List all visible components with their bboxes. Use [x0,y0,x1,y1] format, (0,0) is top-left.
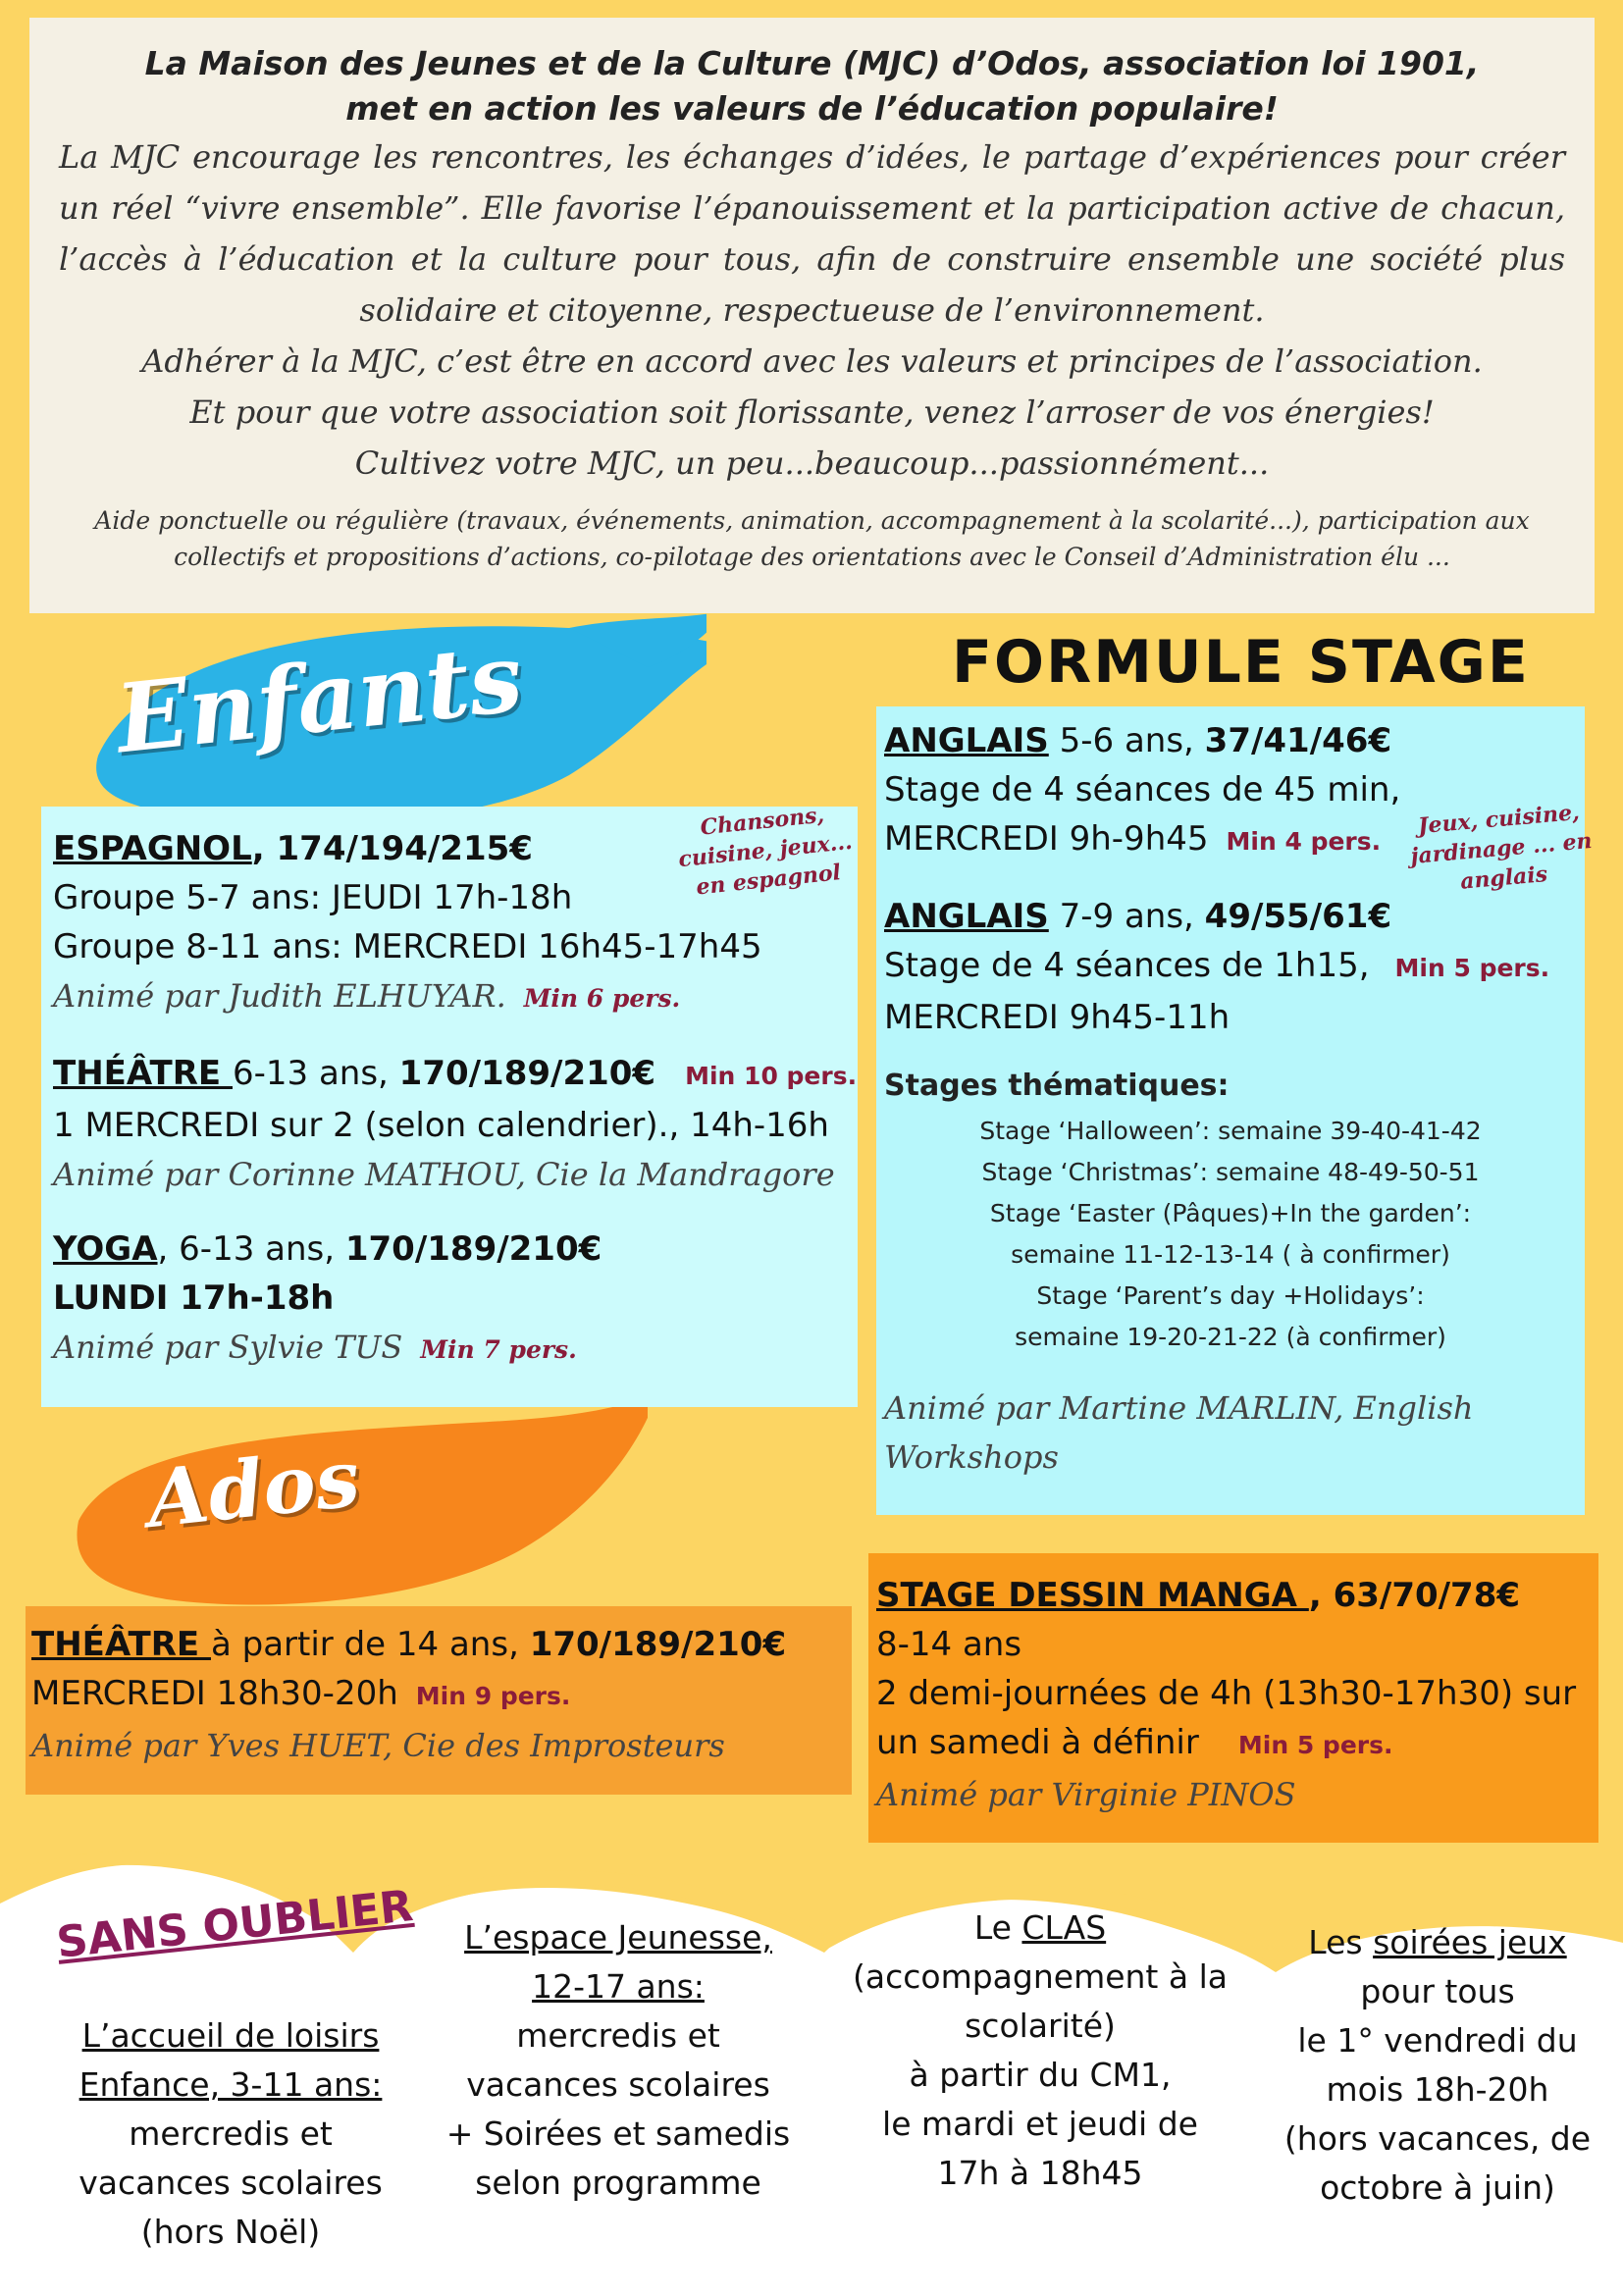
soirees-line5: (hors vacances, de [1283,2119,1592,2158]
soirees-line6: octobre à juin) [1320,2168,1555,2207]
stages-thematiques-title: Stages thématiques: [884,1069,1230,1103]
accueil-line1: L’accueil de loisirs [81,2016,380,2055]
bottom-col-clas [844,1904,1236,2198]
intro-heading-1: La Maison des Jeunes et de la Culture (MJC) d’Odos, association loi 1901, [144,44,1480,82]
anglais2-price: 49/55/61€ [1204,897,1392,936]
stage-thematique-item: Stage ‘Easter (Pâques)+In the garden’: [989,1199,1472,1227]
manga-name: STAGE DESSIN MANGA [876,1576,1309,1615]
espagnol-note: Chansons, cuisine, jeux... en espagnol [677,802,854,901]
clas-line1-ul: CLAS [1021,1908,1107,1947]
soirees-line1-ul: soirées jeux [1373,1923,1567,1961]
anglais2-min: Min 5 pers. [1394,954,1550,982]
theatre-enfants-min: Min 10 pers. [685,1062,858,1090]
theatre-enfants-schedule: 1 MERCREDI sur 2 (selon calendrier)., 14h-16h [53,1106,829,1145]
espagnol-group1: Groupe 5-7 ans: JEUDI 17h-18h [53,878,573,917]
yoga-min: Min 7 pers. [420,1335,577,1364]
intro-paragraph: La MJC encourage les rencontres, les échanges d’idées, le partage d’expériences pour créer un réel “vivre ensemble”. Elle favorise l’épanouissement et la participation active de chacun, l’accès à l’éducation et la culture pour tous, afin de construire ensemble une société plus solidaire et citoyenne, respectueuse de l’environnement. [59,138,1565,329]
yoga-name: YOGA [53,1229,158,1269]
accueil-line5: (hors Noël) [140,2213,321,2251]
anglais-note: Jeux, cuisine, jardinage ... en anglais [1409,799,1594,895]
anglais-animator-2: Workshops [884,1438,1059,1476]
yoga-ages: , 6-13 ans, [157,1229,345,1269]
espagnol-price: , 174/194/215€ [251,829,533,868]
espagnol-name: ESPAGNOL [53,829,252,868]
manga-ages: 8-14 ans [876,1625,1022,1664]
theatre-ados-price: 170/189/210€ [529,1625,787,1664]
clas-line3: scolarité) [965,2007,1116,2045]
clas-line1-pre: Le [973,1908,1022,1947]
clas-line5: le mardi et jeudi de [882,2105,1198,2143]
ados-title: Ados [142,1431,364,1546]
bottom-col-accueil [49,2011,412,2257]
stage-thematique-item: Stage ‘Christmas’: semaine 48-49-50-51 [981,1158,1480,1186]
manga-line1: 2 demi-journées de 4h (13h30-17h30) sur [876,1674,1577,1713]
sans-oublier-title: SANS OUBLIER [54,1881,416,1968]
stage-thematique-item: semaine 11-12-13-14 ( à confirmer) [1011,1240,1450,1269]
manga-animator: Animé par Virginie PINOS [876,1776,1296,1813]
manga-line2: un samedi à définir [876,1723,1199,1762]
intro-box [29,18,1595,613]
jeunesse-line2: 12-17 ans: [532,1967,705,2006]
espagnol-group2: Groupe 8-11 ans: MERCREDI 16h45-17h45 [53,927,762,966]
anglais1-line2: MERCREDI 9h-9h45 [884,819,1209,859]
anglais1-price: 37/41/46€ [1204,721,1392,760]
theatre-ados-animator: Animé par Yves HUET, Cie des Improsteurs [31,1727,725,1764]
anglais1-name: ANGLAIS [884,721,1049,760]
theatre-ados-min: Min 9 pers. [415,1682,571,1710]
anglais-animator-1: Animé par Martine MARLIN, English [884,1389,1474,1427]
soirees-line4: mois 18h-20h [1326,2070,1549,2109]
intro-florissante: Et pour que votre association soit florissante, venez l’arroser de vos énergies! [189,393,1435,431]
yoga-animator: Animé par Sylvie TUS [53,1329,403,1366]
clas-line2: (accompagnement à la [853,1957,1228,1996]
theatre-ados-schedule: MERCREDI 18h30-20h [31,1674,398,1713]
clas-line4: à partir du CM1, [909,2056,1172,2094]
anglais2-line2: MERCREDI 9h45-11h [884,998,1230,1037]
stage-thematique-item: Stage ‘Halloween’: semaine 39-40-41-42 [979,1117,1482,1145]
intro-small-text: Aide ponctuelle ou régulière (travaux, événements, animation, accompagnement à la scolarité...), participation aux collectifs et propositions d’actions, co-pilotage des orientations avec le Conseil d’Administration élu ... [94,506,1530,571]
accueil-line4: vacances scolaires [79,2164,383,2202]
jeunesse-line5: + Soirées et samedis [445,2114,791,2153]
intro-cultivez: Cultivez votre MJC, un peu...beaucoup...passionnément... [354,444,1270,482]
jeunesse-line3: mercredis et [516,2016,720,2055]
theatre-enfants-animator: Animé par Corinne MATHOU, Cie la Mandragore [53,1156,835,1193]
manga-box [868,1553,1598,1843]
theatre-ados-ages: à partir de 14 ans, [210,1625,530,1664]
manga-min: Min 5 pers. [1237,1731,1393,1759]
theatre-enfants-ages: 6-13 ans, [232,1054,399,1093]
formule-stage-title: FORMULE STAGE [952,628,1530,697]
bottom-col-jeunesse [432,1913,805,2208]
theatre-enfants-name: THÉÂTRE [53,1054,233,1093]
bottom-col-soirees [1266,1918,1609,2213]
accueil-line3: mercredis et [129,2114,333,2153]
soirees-line2: pour tous [1360,1972,1515,2010]
yoga-price: 170/189/210€ [344,1229,602,1269]
enfants-title: Enfants [111,621,528,775]
clas-line6: 17h à 18h45 [937,2154,1143,2192]
anglais1-ages: 5-6 ans, [1048,721,1205,760]
anglais1-line1: Stage de 4 séances de 45 min, [884,770,1401,809]
theatre-ados-name: THÉÂTRE [31,1625,211,1664]
anglais1-min: Min 4 pers. [1226,827,1382,856]
ados-box [26,1606,852,1795]
jeunesse-line4: vacances scolaires [466,2065,770,2104]
manga-price: , 63/70/78€ [1308,1576,1521,1615]
anglais2-name: ANGLAIS [884,897,1049,936]
yoga-schedule: LUNDI 17h-18h [53,1278,335,1318]
espagnol-animator: Animé par Judith ELHUYAR. [53,977,506,1015]
intro-adherer: Adhérer à la MJC, c’est être en accord avec les valeurs et principes de l’association. [141,342,1483,380]
accueil-line2: Enfance, 3-11 ans: [79,2065,383,2104]
intro-heading-2: met en action les valeurs de l’éducation populaire! [345,89,1279,128]
jeunesse-line6: selon programme [475,2164,761,2202]
soirees-line3: le 1° vendredi du [1297,2021,1578,2060]
stage-thematique-item: semaine 19-20-21-22 (à confirmer) [1015,1323,1446,1351]
espagnol-min: Min 6 pers. [523,984,681,1013]
theatre-enfants-price: 170/189/210€ [398,1054,656,1093]
soirees-line1-pre: Les [1308,1923,1374,1961]
anglais2-ages: 7-9 ans, [1048,897,1205,936]
stage-thematique-item: Stage ‘Parent’s day +Holidays’: [1036,1281,1425,1310]
anglais2-line1: Stage de 4 séances de 1h15, [884,946,1370,985]
stages-thematiques-list [884,1111,1577,1358]
jeunesse-line1: L’espace Jeunesse, [464,1918,772,1957]
